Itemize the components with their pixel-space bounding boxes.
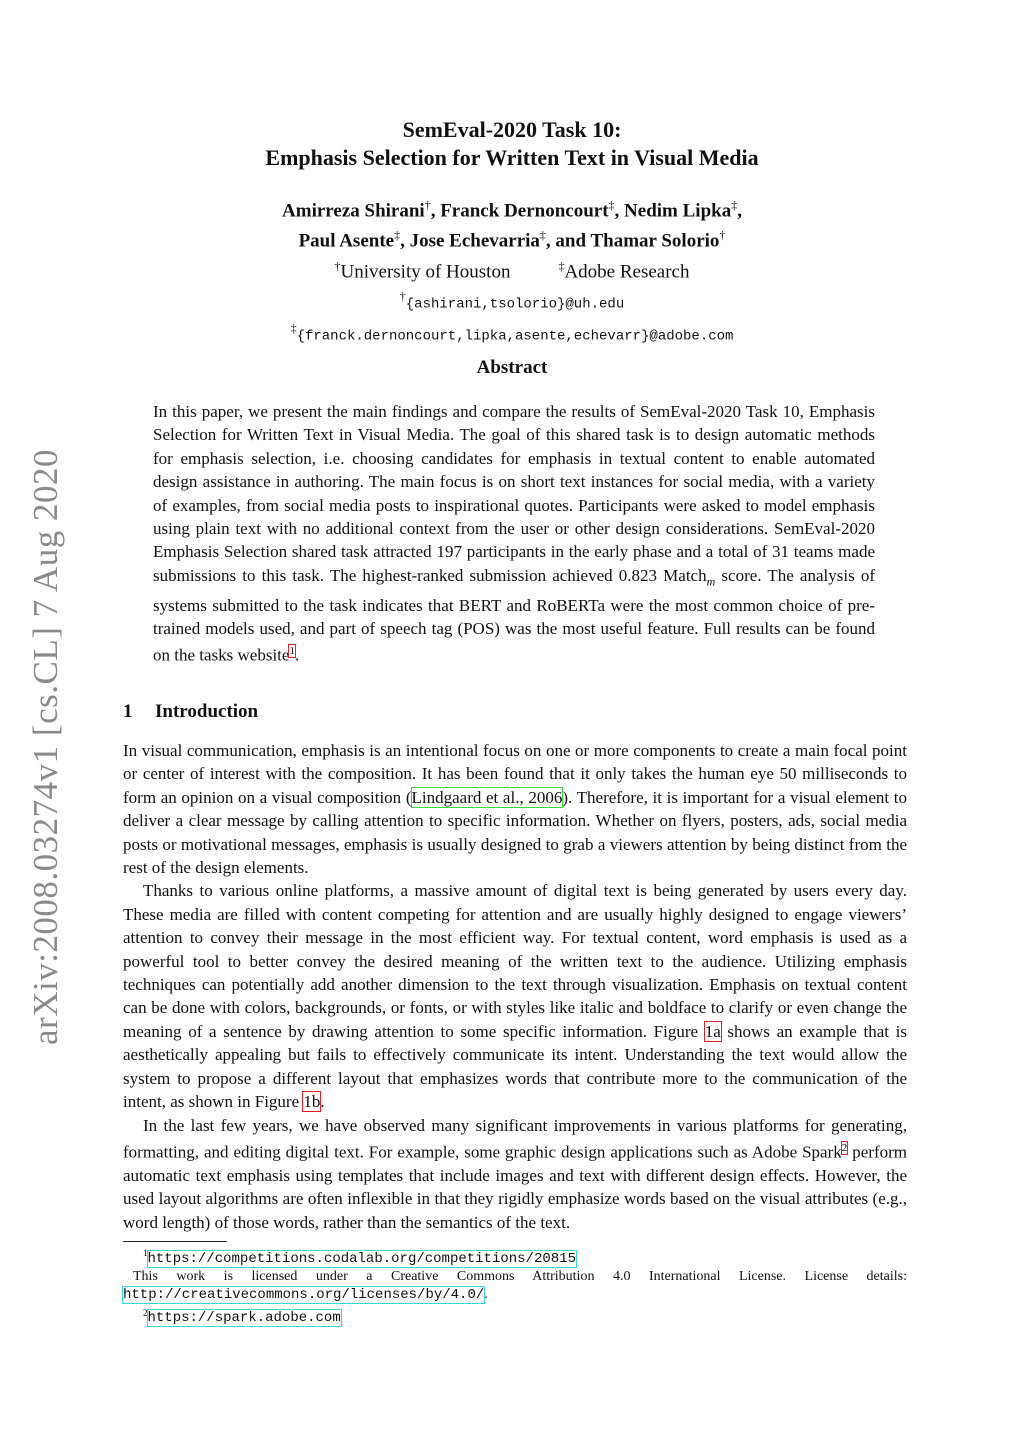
citation-lindgaard[interactable]: Lindgaard et al., 2006 [411,787,563,807]
affiliation-adobe: Adobe Research [564,260,690,282]
ddagger-mark: ‡ [290,321,297,336]
ddagger-mark: ‡ [539,228,546,243]
license-note [123,1268,907,1304]
section-title: Introduction [155,701,259,722]
introduction-body [123,739,907,1234]
author-solorio: and Thamar Solorio [555,230,720,252]
paper-title [0,116,1024,172]
intro-paragraph-1 [123,739,907,879]
author-lipka: Nedim Lipka [624,200,732,222]
ddagger-mark: ‡ [558,258,565,273]
footnote-2 [123,1304,907,1328]
title-line-1: SemEval-2020 Task 10: [402,117,622,142]
abstract-heading: Abstract [476,357,548,378]
intro-p2-text: Thanks to various online platforms, a massive amount of digital text is being generated by users every day. These media are filled with content competing for attention and are usually highly designed to engage viewers’ attention to convey their message in the most efficient way. For textual content, word emphasis is used as a powerful tool to better convey the desired meaning of the written text to the audience. Utilizing emphasis techniques can potentially add another dimension to the text through visualization. Emphasis on textual content can be done with colors, backgrounds, or fonts, or with styles like italic and boldface to clarify or even change the meaning of a sentence by drawing attention to some specific information. Figure [123,881,907,1041]
codalab-url-link[interactable]: https://competitions.codalab.org/competitions/20815 [147,1250,576,1267]
footnotes [123,1244,907,1327]
author-echevarria: Jose Echevarria [409,230,540,252]
intro-p1-text-2: ). Therefore, it is important for a visual element to deliver a clear message by calling attention to specific information. Whether on flyers, posters, ads, social media posts or motivational messages, emphasis is usually designed to grab a viewers attention by being distinct from the rest of the design elements. [123,787,908,878]
section-number: 1 [123,701,133,722]
license-url-link[interactable]: http://creativecommons.org/licenses/by/4.0/ [123,1286,485,1303]
dagger-mark: † [719,228,726,243]
figure-ref-1b[interactable]: 1b [303,1092,321,1112]
dagger-mark: † [424,198,431,212]
author-block [0,193,1024,349]
footnote-1 [123,1244,907,1268]
arxiv-identifier-stamp[interactable]: arXiv:2008.03274v1 [cs.CL] 7 Aug 2020 [26,449,65,1045]
affiliations-line [0,254,1024,284]
spark-url-link[interactable]: https://spark.adobe.com [147,1310,341,1327]
author-dernoncourt: Franck Dernoncourt [440,200,609,222]
abstract-text: In this paper, we present the main findings and compare the results of SemEval-2020 Task 10, Emphasis Selection for Written Text in Visual Media. The goal of this shared task is to design automatic methods for emphasis selection, i.e. choosing candidates for emphasis in textual content to enable automated design assistance in authoring. The main focus is on short text instances for social media, with a variety of examples, from social media posts to inspirational quotes. Participants were asked to model emphasis using plain text with no additional context from the user or other design considerations. SemEval-2020 Emphasis Selection shared task attracted 197 participants in the early phase and a total of 31 teams made submissions to this task. The highest-ranked submission achieved 0.823 Match [153,402,875,585]
email-adobe: {franck.dernoncourt,lipka,asente,echevarr}@adobe.com [296,328,734,345]
dagger-mark: † [399,288,406,303]
footnote-1-mark: 1 [143,1248,148,1258]
author-shirani: Amirreza Shirani [282,200,425,222]
email-line-adobe [0,316,1024,348]
intro-paragraph-2 [123,879,907,1113]
intro-p3-text-2: perform automatic text emphasis using templates that include images and text with different design effects. However, the used layout algorithms are often inflexible in that they rigidly emphasize words based on the visual attributes (e.g., word length) of those words, rather than the semantics of the text. [123,1142,907,1232]
intro-p2-end: . [320,1092,325,1112]
license-end: . [484,1286,488,1302]
figure-ref-1a[interactable]: 1a [704,1021,721,1041]
email-line-uh [0,284,1024,316]
section-heading-introduction [123,700,258,724]
footnote-2-link[interactable]: 2 [841,1141,848,1154]
author-asente: Paul Asente [298,230,395,252]
footnote-1-link[interactable]: 1 [289,645,295,658]
ddagger-mark: ‡ [608,198,615,212]
intro-p3-text: In the last few years, we have observed many significant improvements in various platforms for generating, formatting, and editing digital text. For example, some graphic design applications such as Adobe Spark [123,1115,907,1162]
author-line-1: Amirreza Shirani†, Franck Dernoncourt‡, Nedim Lipka‡, [282,198,742,222]
footnote-rule [123,1241,227,1242]
ddagger-mark: ‡ [731,198,738,212]
abstract-end: . [294,646,300,666]
abstract-subscript: m [706,574,716,589]
author-line-2: Paul Asente‡, Jose Echevarria‡, and Thamar Solorio† [298,228,726,252]
intro-p1-text: In visual communication, emphasis is an intentional focus on one or more components to create a main focal point or center of interest with the composition. It has been found that it only takes the human eye 50 milliseconds to form an opinion on a visual composition ( [123,741,907,807]
title-line-2: Emphasis Selection for Written Text in Visual Media [265,145,759,170]
intro-p2-text-2: shows an example that is aesthetically appealing but fails to effectively communicate its intent. Understanding the text would allow the system to propose a different layout that emphasizes words that contribute more to the communication of the intent, as shown in Figure [123,1021,907,1112]
abstract-text-2: score. The analysis of systems submitted to the task indicates that BERT and RoBERTa were the most common choice of pre-trained models used, and part of speech tag (POS) was the most useful feature. Full results can be found on the tasks website [153,565,876,666]
affiliation-uh: University of Houston [340,260,511,282]
ddagger-mark: ‡ [394,228,401,243]
dagger-mark: † [334,258,341,273]
intro-paragraph-3 [123,1114,907,1235]
abstract-body [153,400,875,668]
email-uh: {ashirani,tsolorio}@uh.edu [405,296,625,313]
footnote-2-mark: 2 [143,1307,148,1318]
license-text: This work is licensed under a Creative Commons Attribution 4.0 International License. License details: [133,1268,907,1284]
